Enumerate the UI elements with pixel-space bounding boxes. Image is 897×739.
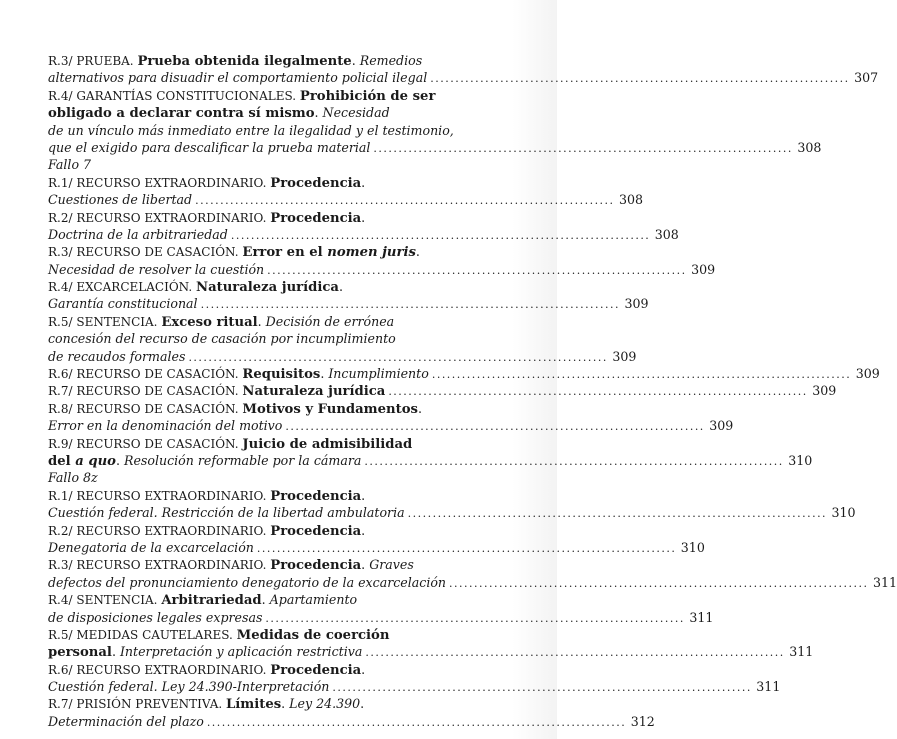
- toc-entry-text: [48, 452, 361, 470]
- toc-text-run: R.4/ SENTENCIA.: [48, 593, 162, 608]
- page-number[interactable]: 308: [654, 226, 679, 242]
- toc-text-run: R.2/ RECURSO EXTRAORDINARIO.: [48, 210, 271, 225]
- fallo-heading: [48, 469, 493, 486]
- toc-entry[interactable]: [48, 435, 813, 470]
- toc-entry[interactable]: [48, 209, 679, 244]
- toc-text-run: Denegatoria de la excarcelación: [48, 539, 254, 555]
- toc-text-run: .: [115, 452, 124, 468]
- toc-text-run: R.5/ MEDIDAS CAUTELARES.: [48, 627, 237, 642]
- toc-entry-text: [48, 104, 390, 122]
- dot-leader: [201, 296, 618, 313]
- page-number[interactable]: 309: [709, 418, 734, 434]
- toc-entry-line: [48, 400, 493, 417]
- toc-entry-text: [48, 539, 254, 556]
- toc-text-run: Juicio de admisibilidad: [242, 436, 413, 452]
- toc-text-run: Necesidad: [322, 105, 390, 121]
- dot-leader: [195, 192, 612, 209]
- toc-text-run: obligado a declarar contra sí mismo: [48, 106, 315, 122]
- page-number[interactable]: 309: [612, 348, 637, 364]
- toc-text-run: Cuestión federal. Restricción de la libertad ambulatoria: [48, 505, 405, 521]
- toc-entry-text: [48, 209, 365, 227]
- toc-entry-line: [48, 609, 714, 626]
- toc-text-run: .: [281, 696, 290, 712]
- toc-entry-text: [48, 278, 343, 296]
- toc-entry-line: [48, 174, 493, 191]
- dot-leader: [449, 575, 866, 592]
- table-of-contents: [48, 52, 897, 730]
- toc-text-run: de recaudos formales: [48, 348, 186, 364]
- toc-text-run: R.3/ RECURSO EXTRAORDINARIO.: [48, 558, 271, 573]
- toc-text-run: R.4/ EXCARCELACIÓN.: [48, 280, 197, 295]
- toc-entry-text: [48, 52, 422, 70]
- toc-entry-text: [48, 243, 420, 261]
- dot-leader: [432, 366, 849, 383]
- toc-entry-text: [48, 591, 357, 609]
- toc-entry-text: [48, 348, 185, 365]
- toc-entry-line: [48, 626, 493, 643]
- toc-entry-line: [48, 574, 897, 591]
- toc-entry-line: [48, 330, 493, 347]
- toc-text-run: Prueba obtenida ilegalmente: [137, 54, 352, 69]
- toc-text-run: R.4/ GARANTÍAS CONSTITUCIONALES.: [48, 88, 300, 103]
- toc-entry-line: [48, 487, 493, 504]
- toc-entry-line: [48, 417, 734, 434]
- toc-text-run: Interpretación y aplicación restrictiva: [119, 644, 363, 660]
- toc-entry-line: [48, 191, 644, 208]
- dot-leader: [257, 540, 674, 557]
- toc-text-run: Límites: [226, 697, 282, 713]
- toc-text-run: R.6/ RECURSO EXTRAORDINARIO.: [48, 662, 271, 677]
- toc-text-run: .: [361, 174, 366, 190]
- toc-text-run: R.9/ RECURSO DE CASACIÓN.: [48, 436, 243, 451]
- toc-entry-text: [48, 139, 370, 156]
- dot-leader: [373, 140, 790, 157]
- toc-entry-text: [48, 313, 394, 331]
- fallo-heading-text: Fallo 8z: [48, 470, 98, 486]
- page-number[interactable]: 311: [789, 644, 814, 660]
- toc-entry[interactable]: [48, 278, 649, 313]
- toc-text-run: Naturaleza jurídica: [196, 280, 339, 296]
- toc-text-run: Prohibición de ser: [299, 88, 436, 104]
- toc-text-run: concesión del recurso de casación por incumplimiento: [48, 331, 396, 347]
- toc-entry-line: [48, 522, 493, 539]
- page-number[interactable]: 309: [624, 296, 649, 312]
- page-number[interactable]: 308: [797, 139, 822, 155]
- toc-entry-text: [48, 174, 365, 192]
- fallo-heading: [48, 156, 493, 173]
- toc-entry-text: [48, 295, 198, 312]
- page-number[interactable]: 312: [630, 713, 655, 729]
- toc-text-run: .: [257, 313, 266, 329]
- toc-entry-text: [48, 417, 282, 434]
- toc-text-run: Procedencia: [270, 175, 362, 191]
- toc-entry-text: [48, 661, 365, 679]
- toc-entry-line: [48, 643, 814, 661]
- toc-entry-text: [48, 522, 365, 540]
- toc-entry-line: [48, 661, 493, 678]
- toc-entry-text: [48, 504, 405, 521]
- page-number[interactable]: 310: [680, 539, 705, 555]
- page-number[interactable]: 310: [788, 452, 813, 468]
- toc-entry-line: [48, 69, 879, 86]
- toc-text-run: .: [314, 105, 323, 121]
- toc-entry-line: [48, 122, 493, 139]
- toc-text-run: Decisión de errónea: [265, 313, 395, 329]
- toc-text-run: R.8/ RECURSO DE CASACIÓN.: [48, 401, 243, 416]
- toc-entry-text: [48, 69, 427, 86]
- toc-text-run: Cuestión federal. Ley 24.390-Interpretación: [48, 679, 330, 695]
- toc-text-run: .: [415, 244, 420, 260]
- toc-text-run: R.1/ RECURSO EXTRAORDINARIO.: [48, 488, 271, 503]
- toc-text-run: R.5/ SENTENCIA.: [48, 314, 162, 329]
- dot-leader: [231, 227, 648, 244]
- page-number[interactable]: 311: [872, 574, 897, 590]
- toc-text-run: Incumplimiento: [328, 366, 429, 382]
- toc-text-run: Necesidad de resolver la cuestión: [48, 261, 265, 277]
- toc-text-run: .: [361, 209, 366, 225]
- page-number[interactable]: 311: [756, 679, 781, 695]
- toc-entry-line: [48, 87, 493, 104]
- toc-text-run: .: [111, 644, 120, 660]
- toc-text-run: Garantía constitucional: [48, 296, 198, 312]
- toc-text-run: Procedencia: [270, 488, 362, 504]
- toc-entry-text: [48, 435, 412, 453]
- toc-text-run: Procedencia: [270, 558, 362, 574]
- toc-text-run: Procedencia: [270, 210, 362, 226]
- toc-entry-text: [48, 261, 264, 278]
- toc-text-run: R.7/ RECURSO DE CASACIÓN.: [48, 384, 243, 399]
- toc-entry[interactable]: [48, 591, 714, 626]
- toc-text-run: .: [361, 487, 366, 503]
- toc-entry-line: [48, 261, 716, 278]
- toc-text-run: .: [361, 661, 366, 677]
- page-number[interactable]: 309: [855, 366, 880, 382]
- toc-text-run: de disposiciones legales expresas: [48, 609, 263, 625]
- page-number[interactable]: 307: [854, 70, 879, 86]
- toc-text-run: Motivos y Fundamentos: [242, 401, 418, 417]
- toc-entry-text: [48, 556, 414, 574]
- toc-text-run: .: [351, 53, 360, 68]
- toc-entry-text: [48, 191, 192, 208]
- toc-entry-line: [48, 556, 493, 573]
- toc-entry-line: [48, 139, 822, 156]
- toc-entry-line: [48, 278, 493, 295]
- toc-text-run: del: [48, 453, 76, 469]
- toc-text-run: Requisitos: [242, 367, 321, 383]
- toc-text-run: .: [360, 696, 365, 712]
- toc-text-run: R.6/ RECURSO DE CASACIÓN.: [48, 367, 243, 382]
- toc-entry[interactable]: [48, 52, 879, 87]
- page-number[interactable]: 309: [812, 383, 837, 399]
- toc-entry-text: [48, 382, 385, 400]
- toc-entry[interactable]: [48, 522, 705, 557]
- toc-text-run: nomen juris: [327, 245, 416, 261]
- toc-entry-text: [48, 122, 454, 139]
- toc-text-run: Error en el: [242, 245, 328, 261]
- dot-leader: [388, 383, 805, 400]
- dot-leader: [207, 714, 624, 731]
- dot-leader: [365, 644, 782, 661]
- toc-text-run: Remedios: [359, 53, 423, 68]
- toc-text-run: Naturaleza jurídica: [242, 384, 386, 400]
- toc-text-run: Ley 24.390: [289, 696, 361, 712]
- toc-entry[interactable]: [48, 243, 716, 278]
- toc-text-run: Medidas de coerción: [236, 627, 390, 643]
- toc-entry-text: [48, 365, 429, 383]
- toc-text-run: .: [361, 557, 370, 573]
- toc-entry-text: [48, 609, 262, 626]
- toc-text-run: personal: [48, 645, 112, 661]
- toc-text-run: Apartamiento: [269, 592, 358, 608]
- toc-text-run: R.3/ PRUEBA.: [48, 54, 138, 68]
- toc-entry-line: [48, 52, 493, 69]
- toc-entry-line: [48, 243, 493, 260]
- toc-entry-line: [48, 539, 705, 556]
- toc-entry-text: [48, 626, 389, 644]
- toc-text-run: .: [320, 366, 329, 382]
- toc-entry[interactable]: [48, 400, 734, 435]
- toc-text-run: R.7/ PRISIÓN PREVENTIVA.: [48, 697, 226, 712]
- toc-text-run: R.3/ RECURSO DE CASACIÓN.: [48, 245, 243, 260]
- page-number[interactable]: 310: [831, 505, 856, 521]
- toc-entry[interactable]: [48, 695, 655, 730]
- toc-text-run: .: [361, 522, 366, 538]
- toc-entry-line: [48, 678, 781, 695]
- toc-entry-line: [48, 591, 493, 608]
- toc-entry-line: [48, 695, 493, 712]
- toc-text-run: Resolución reformable por la cámara: [123, 452, 362, 468]
- toc-entry[interactable]: [48, 174, 644, 209]
- toc-text-run: .: [417, 400, 422, 416]
- dot-leader: [265, 610, 682, 627]
- toc-text-run: Procedencia: [270, 523, 362, 539]
- page-number[interactable]: 311: [689, 609, 714, 625]
- dot-leader: [364, 453, 781, 470]
- toc-text-run: R.2/ RECURSO EXTRAORDINARIO.: [48, 523, 271, 538]
- toc-entry[interactable]: [48, 626, 814, 661]
- dot-leader: [408, 505, 825, 522]
- fallo-heading-text: Fallo 7: [48, 157, 92, 173]
- toc-text-run: Doctrina de la arbitrariedad: [48, 226, 228, 242]
- toc-text-run: Graves: [369, 557, 414, 573]
- toc-entry-text: [48, 713, 204, 730]
- toc-text-run: R.1/ RECURSO EXTRAORDINARIO.: [48, 175, 271, 190]
- toc-entry[interactable]: [48, 382, 837, 400]
- toc-entry-text: [48, 695, 364, 713]
- page-number[interactable]: 308: [619, 192, 644, 208]
- toc-entry-line: [48, 348, 637, 365]
- toc-text-run: .: [261, 592, 270, 608]
- toc-text-run: Cuestiones de libertad: [48, 192, 193, 208]
- toc-entry-line: [48, 504, 856, 521]
- toc-text-run: que el exigido para descalificar la prueba material: [48, 139, 371, 155]
- dot-leader: [267, 262, 684, 279]
- dot-leader: [332, 679, 749, 696]
- toc-text-run: Arbitrariedad: [161, 593, 262, 609]
- toc-entry-line: [48, 226, 679, 243]
- toc-text-run: Determinación del plazo: [48, 713, 204, 729]
- toc-entry-line: [48, 295, 649, 312]
- dot-leader: [188, 349, 605, 366]
- toc-entry-text: [48, 574, 446, 591]
- toc-entry-line: [48, 313, 493, 330]
- toc-text-run: Exceso ritual: [161, 314, 258, 330]
- toc-entry-text: [48, 87, 435, 105]
- toc-entry-line: [48, 104, 493, 121]
- toc-entry-line: [48, 382, 837, 400]
- toc-entry-text: [48, 400, 422, 418]
- toc-text-run: de un vínculo más inmediato entre la ilegalidad y el testimonio,: [48, 122, 454, 138]
- toc-entry-text: [48, 330, 396, 347]
- toc-entry-text: [48, 487, 365, 505]
- toc-entry-text: [48, 226, 228, 243]
- toc-entry[interactable]: [48, 556, 897, 591]
- toc-entry[interactable]: [48, 313, 637, 365]
- toc-text-run: defectos del pronunciamiento denegatorio de la excarcelación: [48, 574, 447, 590]
- toc-entry-line: [48, 713, 655, 730]
- toc-text-run: Procedencia: [270, 662, 362, 678]
- toc-entry-line: [48, 365, 880, 383]
- toc-entry-line: [48, 435, 493, 452]
- dot-leader: [430, 70, 847, 87]
- toc-entry-line: [48, 452, 813, 469]
- toc-text-run: alternativos para disuadir el comportamiento policial ilegal: [48, 70, 428, 86]
- toc-entry-text: [48, 643, 362, 661]
- toc-entry-text: [48, 678, 329, 695]
- toc-entry[interactable]: [48, 661, 781, 696]
- toc-entry[interactable]: [48, 365, 880, 383]
- toc-entry-line: [48, 209, 493, 226]
- toc-entry[interactable]: [48, 87, 822, 157]
- toc-text-run: a quo: [75, 453, 116, 469]
- dot-leader: [285, 418, 702, 435]
- toc-text-run: Error en la denominación del motivo: [48, 418, 283, 434]
- toc-entry[interactable]: [48, 487, 856, 522]
- page-number[interactable]: 309: [691, 261, 716, 277]
- toc-text-run: .: [338, 279, 343, 295]
